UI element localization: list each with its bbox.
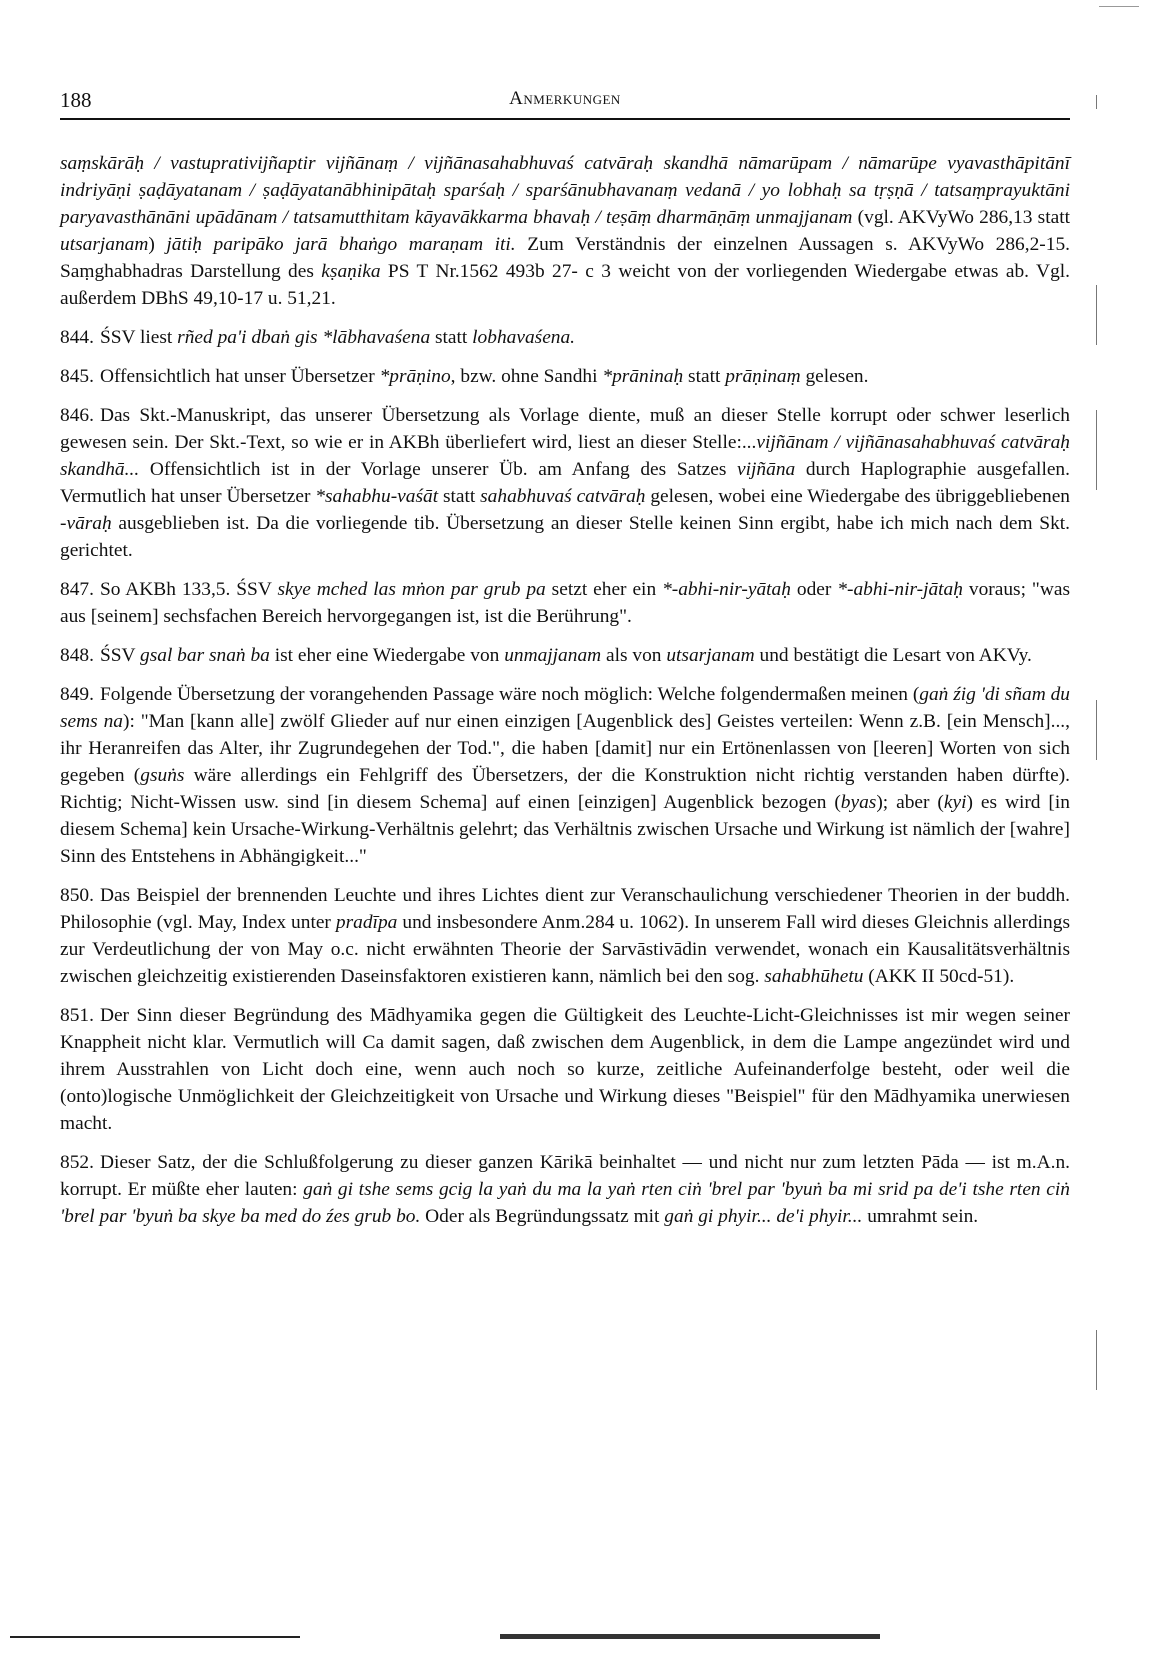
note-846 [60, 402, 1070, 564]
text-run: ist eher eine Wiedergabe von [269, 645, 505, 666]
text-run: statt [438, 486, 481, 507]
text-run: statt [683, 366, 726, 387]
text-run: umrahmt sein. [862, 1206, 979, 1227]
bottom-rule [10, 1636, 300, 1638]
note-850 [60, 882, 1070, 990]
notes-body [60, 150, 1070, 1230]
text-run: Das Skt.-Manuskript, das unserer Übersetzung als Vorlage diente, muß an dieser Stelle korrupt oder schwer leserlich gewesen sein. Der Skt.-Text, so wie er in AKBh überliefert wird, liest an dieser Stelle:... [60, 405, 1070, 453]
margin-mark [1096, 285, 1097, 345]
margin-mark [1096, 1330, 1097, 1390]
note-continuation [60, 150, 1070, 312]
italic-term: gaṅ źig 'di sñam du sems na [60, 684, 1070, 732]
note-number: 851. [60, 1005, 94, 1026]
italic-term: gsuṅs [140, 765, 185, 786]
italic-term: sahabhuvaś catvāraḥ [480, 486, 646, 507]
text-run: PS T Nr.1562 493b 27- c 3 weicht von der vorliegenden Wiedergabe etwas ab. Vgl. außerdem DBhS 49,10-17 u. 51,21. [60, 261, 1070, 309]
text-run: wäre allerdings ein Fehlgriff des Übersetzers, der die Konstruktion nicht richtig verstanden haben dürfte). Richtig; Nicht-Wissen usw. sind [in diesem Schema] auf einen [einzigen] Augenblick bezogen ( [60, 765, 1070, 813]
text-run: Zum Verständnis der einzelnen Aussagen s. AKVyWo 286,2-15. Saṃghabhadras Darstellung des [60, 234, 1070, 282]
italic-term: jātiḥ paripāko jarā bhaṅgo maraṇam iti. [166, 234, 516, 255]
note-848 [60, 642, 1070, 669]
margin-mark [1096, 410, 1097, 490]
note-number: 850. [60, 885, 94, 906]
note-847 [60, 576, 1070, 630]
margin-mark [1096, 95, 1097, 109]
italic-term: saṃskārāḥ / vastuprativijñaptir vijñānaṃ / vijñānasahabhuvaś catvāraḥ skandhā nāmarūpam / nāmarūpe vyavasthāpitānī indriyāṇi ṣaḍāyatanam / ṣaḍāyatanābhinipātaḥ sparśaḥ / sparśānubhavanaṃ vedanā / yo lobhaḥ sa tṛṣṇā / tatsaṃprayuktāni paryavasthānāni upādānam / tatsamutthitam kāyavākkarma bhavaḥ / teṣāṃ dharmāṇāṃ unmajjanam [60, 153, 1070, 228]
text-run: als von [601, 645, 667, 666]
text-run: , bzw. ohne Sandhi [450, 366, 603, 387]
italic-term: unmajjanam [504, 645, 602, 666]
note-number: 852. [60, 1152, 94, 1173]
note-849 [60, 681, 1070, 870]
text-run: statt [430, 327, 473, 348]
text-run: ausgeblieben ist. Da die vorliegende tib. Übersetzung an dieser Stelle keinen Sinn ergibt, habe ich mich nach dem Skt. gerichtet. [60, 513, 1070, 561]
page-number: 188 [60, 88, 92, 112]
italic-term: *sahabhu-vaśāt [315, 486, 439, 507]
note-845 [60, 363, 1070, 390]
text-run: gelesen. [800, 366, 869, 387]
text-run: Oder als Begründungssatz mit [420, 1206, 665, 1227]
text-run: und bestätigt die Lesart von AKVy. [754, 645, 1032, 666]
italic-term: gaṅ gi phyir... de'i phyir... [664, 1206, 863, 1227]
scan-edge-artifact [500, 1634, 880, 1639]
italic-term: pradīpa [335, 912, 398, 933]
italic-term: *-abhi-nir-yātaḥ [662, 579, 791, 600]
note-852 [60, 1149, 1070, 1230]
italic-term: vijñānam / vijñānasahabhuvaś catvāraḥ skandhā... [60, 432, 1070, 480]
italic-term: prāṇinaṃ [725, 366, 801, 387]
note-number: 846. [60, 405, 94, 426]
italic-term: gsal bar snaṅ ba [140, 645, 270, 666]
text-run: ŚSV [99, 645, 141, 666]
note-number: 845. [60, 366, 94, 387]
italic-term: gaṅ gi tshe sems gcig la yaṅ du ma la yaṅ rten ciṅ 'brel par 'byuṅ ba mi srid pa de'i tshe rten ciṅ 'brel par 'byuṅ ba skye ba med do źes grub bo. [60, 1179, 1070, 1227]
italic-term: -vāraḥ [60, 513, 112, 534]
italic-term: vijñāna [737, 459, 796, 480]
italic-term: kṣaṇika [321, 261, 381, 282]
text-run: gelesen, wobei eine Wiedergabe des übriggebliebenen [645, 486, 1070, 507]
text-run: setzt eher ein [545, 579, 663, 600]
text-run: So AKBh 133,5. ŚSV [99, 579, 278, 600]
running-header [60, 86, 1070, 120]
text-run: (AKK II 50cd-51). [863, 966, 1015, 987]
italic-term: rñed pa'i dbaṅ gis *lābhavaśena [177, 327, 431, 348]
italic-term: *-abhi-nir-jātaḥ [837, 579, 963, 600]
text-run: Das Beispiel der brennenden Leuchte und ihres Lichtes dient zur Veranschaulichung verschiedener Theorien in der buddh. Philosophie (vgl. May, Index unter [60, 885, 1070, 933]
text-run: ŚSV liest [99, 327, 178, 348]
margin-mark [1096, 700, 1097, 760]
italic-term: skye mched las mṅon par grub pa [277, 579, 546, 600]
italic-term: *prāninaḥ [602, 366, 684, 387]
italic-term: *prāṇino [379, 366, 451, 387]
italic-term: byas [840, 792, 877, 813]
text-run: ); aber ( [876, 792, 944, 813]
text-run: voraus; "was aus [seinem] sechsfachen Bereich hervorgegangen ist, ist die Berührung". [60, 579, 1070, 627]
scan-artifact [1099, 6, 1139, 7]
text-run: ) es wird [in diesem Schema] kein Ursache-Wirkung-Verhältnis gelehrt; das Verhältnis zwischen Ursache und Wirkung ist nämlich der [wahre] Sinn des Entstehens in Abhängigkeit..." [60, 792, 1070, 867]
note-number: 849. [60, 684, 94, 705]
text-run: ): "Man [kann alle] zwölf Glieder auf nur einen einzigen [Augenblick des] Geistes verteilen: Wenn z.B. [ein Mensch]..., ihr Heranreifen das Alter, ihr Zugrundegehen der Tod.", die haben [damit] nur ein Ertönenlassen von [leeren] Worten von sich gegeben ( [60, 711, 1070, 786]
text-run: (vgl. AKVyWo 286,13 statt [852, 207, 1070, 228]
text-run: und insbesondere Anm.284 u. 1062). In unserem Fall wird dieses Gleichnis allerdings zur Verdeutlichung der von May o.c. nicht erwähnten Theorie der Sarvāstivādin verwendet, wonach ein Kausalitätsverhältnis zwischen gleichzeitig existierenden Daseinsfaktoren existieren kann, nämlich bei den sog. [60, 912, 1070, 987]
note-number: 848. [60, 645, 94, 666]
note-number: 847. [60, 579, 94, 600]
italic-term: lobhavaśena. [472, 327, 576, 348]
section-title: Anmerkungen [509, 88, 621, 109]
note-851 [60, 1002, 1070, 1137]
page [60, 86, 1070, 1242]
text-run: ) [148, 234, 167, 255]
text-run: oder [790, 579, 838, 600]
text-run: Dieser Satz, der die Schlußfolgerung zu dieser ganzen Kārikā beinhaltet — und nicht nur zum letzten Pāda — ist m.A.n. korrupt. Er müßte eher lauten: [60, 1152, 1070, 1200]
italic-term: sahabhūhetu [764, 966, 864, 987]
note-number: 844. [60, 327, 94, 348]
text-run: Offensichtlich ist in der Vorlage unserer Üb. am Anfang des Satzes [139, 459, 738, 480]
text-run: durch Haplographie ausgefallen. Vermutlich hat unser Übersetzer [60, 459, 1070, 507]
italic-term: utsarjanam [60, 234, 149, 255]
note-844 [60, 324, 1070, 351]
italic-term: utsarjanam [666, 645, 755, 666]
text-run: Folgende Übersetzung der vorangehenden Passage wäre noch möglich: Welche folgendermaßen meinen ( [99, 684, 920, 705]
text-run: Der Sinn dieser Begründung des Mādhyamika gegen die Gültigkeit des Leuchte-Licht-Gleichnisses ist mir wegen seiner Knappheit nicht klar. Vermutlich will Ca damit sagen, daß zwischen dem Augenblick, in dem die Lampe angezündet wird und ihrem Ausstrahlen von Licht doch eine, wenn auch noch so kurze, zeitliche Aufeinanderfolge besteht, oder weil die (onto)logische Unmöglichkeit der Gleichzeitigkeit von Ursache und Wirkung dieses "Beispiel" für den Mādhyamika unerwiesen macht. [60, 1005, 1070, 1134]
text-run: Offensichtlich hat unser Übersetzer [99, 366, 380, 387]
italic-term: kyi [943, 792, 967, 813]
